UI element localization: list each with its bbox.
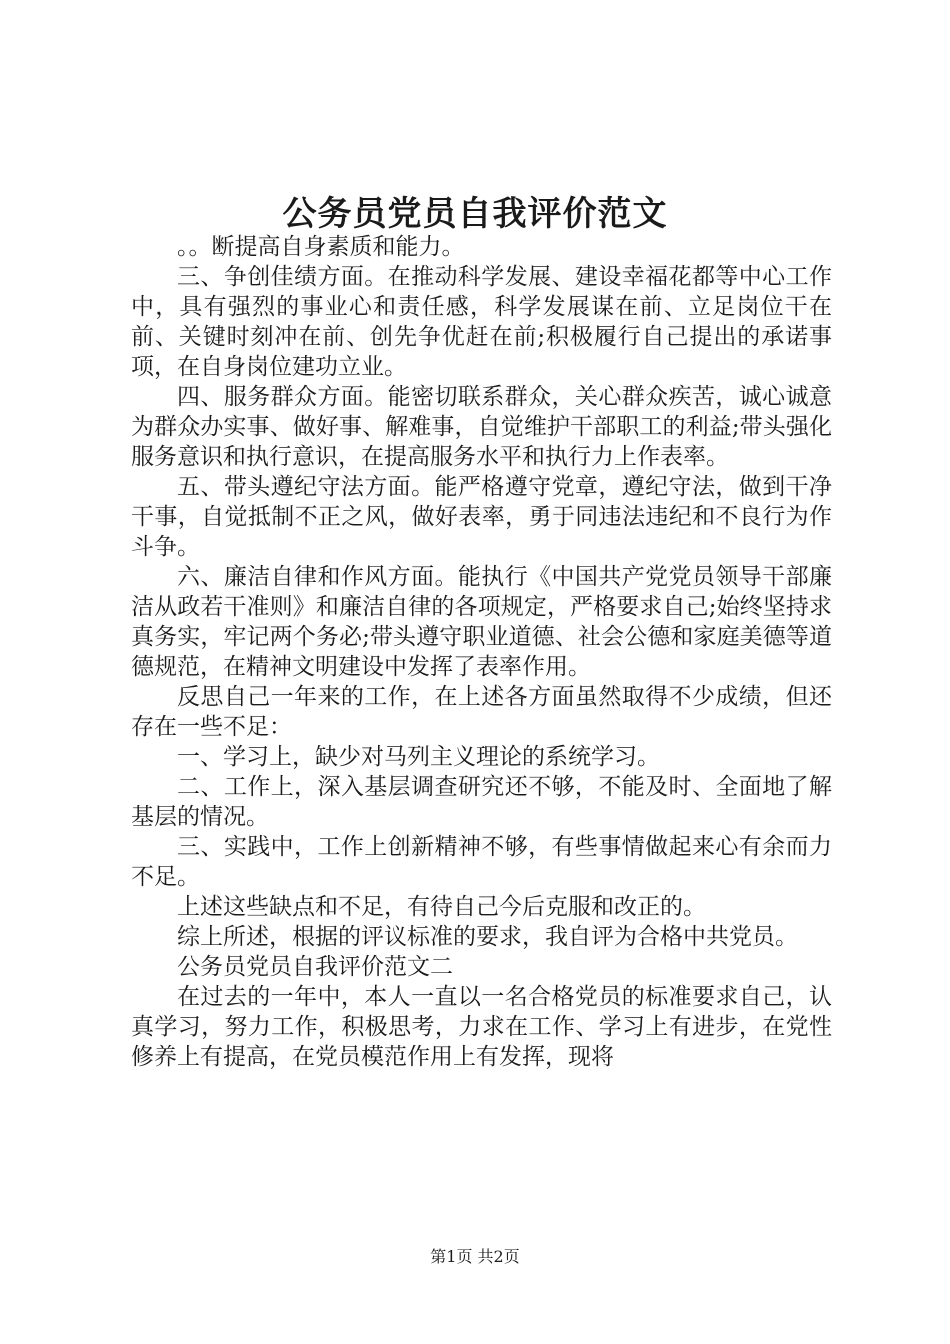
paragraph: 反思自己一年来的工作，在上述各方面虽然取得不少成绩，但还存在一些不足： bbox=[131, 684, 832, 740]
paragraph: 在过去的一年中，本人一直以一名合格党员的标准要求自己，认真学习，努力工作，积极思考，力求在工作、学习上有进步，在党性修养上有提高，在党员模范作用上有发挥，现将 bbox=[131, 984, 832, 1070]
paragraph: 上述这些缺点和不足，有待自己今后克服和改正的。 bbox=[177, 894, 706, 920]
paragraph: 二、工作上，深入基层调查研究还不够，不能及时、全面地了解基层的情况。 bbox=[131, 774, 832, 830]
paragraph: 三、争创佳绩方面。在推动科学发展、建设幸福花都等中心工作中，具有强烈的事业心和责任感，科学发展谋在前、立足岗位干在前、关键时刻冲在前、创先争优赶在前;积极履行自己提出的承诺事项，在自身岗位建功立业。 bbox=[131, 264, 832, 380]
paragraph: 六、廉洁自律和作风方面。能执行《中国共产党党员领导干部廉洁从政若干准则》和廉洁自律的各项规定，严格要求自己;始终坚持求真务实，牢记两个务必;带头遵守职业道德、社会公德和家庭美德等道德规范，在精神文明建设中发挥了表率作用。 bbox=[131, 564, 832, 680]
paragraph: 一、学习上，缺少对马列主义理论的系统学习。 bbox=[177, 744, 660, 770]
section-heading: 公务员党员自我评价范文二 bbox=[177, 954, 453, 980]
paragraph: 。。断提高自身素质和能力。 bbox=[177, 234, 465, 260]
paragraph: 五、带头遵纪守法方面。能严格遵守党章，遵纪守法，做到干净干事，自觉抵制不正之风，做好表率，勇于同违法违纪和不良行为作斗争。 bbox=[131, 474, 832, 560]
document-title: 公务员党员自我评价范文 bbox=[282, 194, 668, 234]
document-body bbox=[131, 232, 832, 1072]
paragraph: 综上所述，根据的评议标准的要求，我自评为合格中共党员。 bbox=[177, 924, 798, 950]
paragraph: 三、实践中，工作上创新精神不够，有些事情做起来心有余而力不足。 bbox=[131, 834, 832, 890]
page-footer: 第1页 共2页 bbox=[430, 1247, 520, 1266]
paragraph: 四、服务群众方面。能密切联系群众，关心群众疾苦，诚心诚意为群众办实事、做好事、解难事，自觉维护干部职工的利益;带头强化服务意识和执行意识，在提高服务水平和执行力上作表率。 bbox=[131, 384, 832, 470]
